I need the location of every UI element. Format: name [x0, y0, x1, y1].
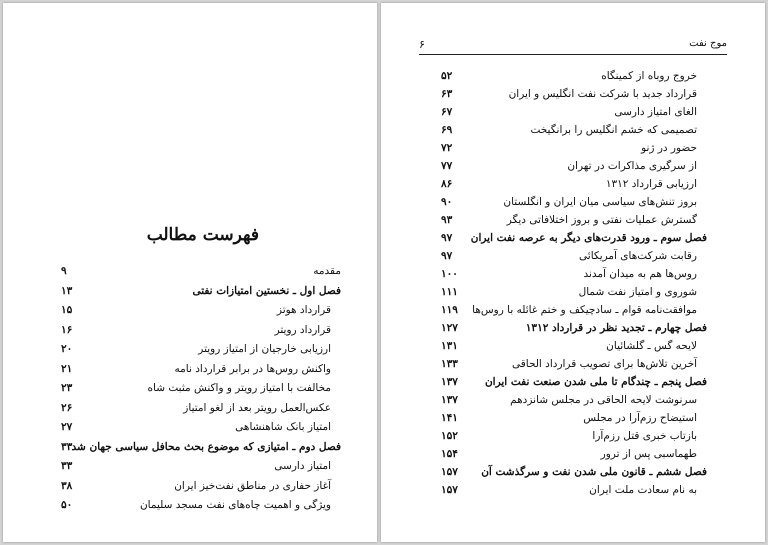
toc-entry-page: ۹۳	[441, 214, 453, 226]
toc-entry-page: ۱۳	[61, 284, 73, 297]
toc-entry-page: ۱۱۹	[441, 304, 458, 316]
toc-entry-page: ۱۳۷	[441, 394, 458, 406]
toc-entry	[61, 399, 341, 419]
toc-chapter-entry	[441, 373, 707, 391]
toc-entry-page: ۱۶	[61, 323, 73, 336]
toc-entry-title: مقدمه	[313, 265, 341, 277]
toc-entry	[61, 321, 341, 341]
toc-entry-title: الغای امتیاز دارسی	[614, 106, 697, 118]
toc-entry-page: ۹۷	[441, 232, 453, 244]
toc-entry	[441, 283, 707, 301]
toc-entry-page: ۱۰۰	[441, 268, 458, 280]
running-header	[419, 38, 727, 52]
toc-entry-title: ارزیابی قرارداد ۱۳۱۲	[605, 178, 697, 190]
toc-entry-title: روس‌ها هم به میدان آمدند	[583, 268, 697, 280]
toc-entry-title: قرارداد جدید با شرکت نفت انگلیس و ایران	[508, 88, 697, 100]
toc-entry-page: ۹۰	[441, 196, 453, 208]
toc-entry-title: فصل سوم ـ ورود قدرت‌های دیگر به عرصه نفت ایران	[470, 232, 707, 244]
toc-entry-page: ۱۱۱	[441, 286, 458, 298]
toc-entry	[441, 265, 707, 283]
toc-entry-page: ۲۳	[61, 382, 73, 394]
toc-entry-title: آغاز حفاری در مناطق نفت‌خیز ایران	[174, 479, 331, 492]
toc-entry-title: شوروی و امتیاز نفت شمال	[578, 286, 697, 298]
toc-entry	[61, 262, 341, 282]
toc-entry-title: فصل چهارم ـ تجدید نظر در قرارداد ۱۳۱۲	[525, 322, 707, 334]
toc-entry	[441, 103, 707, 121]
toc-entry	[441, 409, 707, 427]
toc-list-left	[61, 262, 341, 516]
toc-entry	[441, 193, 707, 211]
toc-entry-title: رقابت شرکت‌های آمریکائی	[579, 250, 697, 262]
toc-entry-title: قرارداد رویتر	[274, 323, 331, 336]
toc-entry	[441, 337, 707, 355]
toc-entry-page: ۷۷	[441, 160, 453, 172]
toc-entry-page: ۱۳۱	[441, 340, 458, 352]
toc-entry-title: لایحه گس ـ گلشائیان	[606, 340, 697, 352]
toc-entry	[441, 391, 707, 409]
toc-entry-title: گسترش عملیات نفتی و بروز اختلافاتی دیگر	[506, 214, 697, 226]
toc-entry-title: فصل ششم ـ قانون ملی شدن نفت و سرگذشت آن	[481, 466, 707, 478]
toc-entry	[441, 157, 707, 175]
toc-entry-page: ۶۹	[441, 124, 453, 136]
toc-entry-page: ۸۶	[441, 178, 453, 190]
toc-entry-title: ویژگی و اهمیت چاه‌های نفت مسجد سلیمان	[139, 499, 331, 511]
toc-entry	[441, 139, 707, 157]
toc-entry-page: ۳۳	[61, 460, 73, 472]
toc-entry	[61, 477, 341, 497]
toc-entry-page: ۲۶	[61, 401, 73, 414]
toc-entry	[61, 379, 341, 399]
toc-entry	[61, 340, 341, 360]
toc-entry-title: ارزیابی خارجیان از امتیاز رویتر	[198, 343, 331, 355]
toc-entry-page: ۱۳۳	[441, 358, 458, 370]
toc-entry-title: عکس‌العمل رویتر بعد از لغو امتیاز	[183, 401, 331, 414]
toc-entry-page: ۳۸	[61, 479, 73, 492]
toc-entry-page: ۱۵۴	[441, 448, 458, 460]
toc-entry	[441, 355, 707, 373]
toc-entry	[441, 301, 707, 319]
toc-chapter-entry	[441, 229, 707, 247]
header-rule	[419, 54, 727, 55]
toc-entry-page: ۱۴۱	[441, 412, 458, 424]
toc-entry-page: ۶۷	[441, 106, 453, 118]
toc-chapter-entry	[61, 282, 341, 302]
toc-entry	[441, 445, 707, 463]
toc-entry-page: ۱۵	[61, 304, 73, 316]
toc-entry	[441, 85, 707, 103]
toc-entry-title: فصل اول ـ نخستین امتیازات نفتی	[192, 284, 341, 297]
toc-entry-title: بروز تنش‌های سیاسی میان ایران و انگلستان	[503, 196, 697, 208]
toc-entry-title: امتیاز بانک شاهنشاهی	[235, 421, 331, 433]
toc-entry-title: سرنوشت لایحه الحاقی در مجلس شانزدهم	[510, 394, 697, 406]
toc-entry-title: امتیاز دارسی	[274, 460, 331, 472]
toc-chapter-entry	[441, 319, 707, 337]
toc-entry	[441, 211, 707, 229]
toc-entry-page: ۱۳۷	[441, 376, 458, 388]
toc-entry-title: قرارداد هوتز	[276, 304, 331, 316]
toc-heading: فهرست مطالب	[146, 225, 259, 245]
toc-entry-page: ۷۲	[441, 142, 453, 154]
toc-entry-title: طهماسبی پس از ترور	[600, 448, 697, 460]
toc-entry-title: استیضاح رزم‌آرا در مجلس	[583, 412, 697, 424]
toc-entry-page: ۱۵۷	[441, 484, 458, 496]
toc-entry-title: واکنش روس‌ها در برابر قرارداد نامه	[174, 362, 331, 375]
toc-entry-title: فصل پنجم ـ چندگام تا ملی شدن صنعت نفت ایران	[484, 376, 707, 388]
toc-list-right	[441, 67, 707, 499]
toc-entry-title: حضور در ژنو	[641, 142, 697, 154]
toc-entry	[441, 247, 707, 265]
toc-entry-page: ۶۳	[441, 88, 453, 100]
toc-entry-page: ۱۵۷	[441, 466, 458, 478]
toc-entry	[441, 121, 707, 139]
toc-entry	[61, 301, 341, 321]
toc-entry-page: ۲۰	[61, 343, 73, 355]
toc-entry	[61, 457, 341, 477]
toc-entry	[441, 427, 707, 445]
toc-entry-page: ۱۵۲	[441, 430, 458, 442]
toc-entry-page: ۲۷	[61, 421, 73, 433]
toc-entry-page: ۱۲۷	[441, 322, 458, 334]
toc-entry-page: ۲۱	[61, 362, 73, 375]
toc-entry	[61, 496, 341, 516]
toc-entry-title: موافقت‌نامه قوام ـ سادچیکف و ختم غائله با روس‌ها	[472, 304, 697, 316]
toc-entry-page: ۳۳	[61, 440, 73, 453]
toc-entry-title: از سرگیری مذاکرات در تهران	[567, 160, 697, 172]
toc-entry-title: مخالفت با امتیاز رویتر و واکنش مثبت شاه	[147, 382, 331, 394]
toc-entry-title: بازتاب خبری قتل رزم‌آرا	[592, 430, 697, 442]
toc-entry-title: فصل دوم ـ امتیازی که موضوع بحث محافل سیاسی جهان شد	[71, 440, 341, 453]
toc-chapter-entry	[441, 463, 707, 481]
page-number: ۶	[419, 38, 425, 51]
toc-entry-page: ۵۰	[61, 499, 73, 511]
toc-entry	[441, 67, 707, 85]
left-page	[3, 3, 377, 542]
toc-entry-page: ۹۷	[441, 250, 453, 262]
toc-entry	[441, 175, 707, 193]
toc-chapter-entry	[61, 438, 341, 458]
toc-entry	[441, 481, 707, 499]
toc-entry-page: ۹	[61, 265, 67, 277]
toc-entry-title: خروج روباه از کمینگاه	[601, 70, 697, 82]
right-page	[381, 3, 765, 542]
toc-entry-title: آخرین تلاش‌ها برای تصویب قرارداد الحاقی	[511, 358, 697, 370]
toc-entry	[61, 360, 341, 380]
toc-entry-title: به نام سعادت ملت ایران	[589, 484, 697, 496]
toc-entry	[61, 418, 341, 438]
running-title: موج نفت	[689, 38, 727, 49]
toc-entry-title: تصمیمی که خشم انگلیس را برانگیخت	[530, 124, 697, 136]
toc-entry-page: ۵۲	[441, 70, 453, 82]
